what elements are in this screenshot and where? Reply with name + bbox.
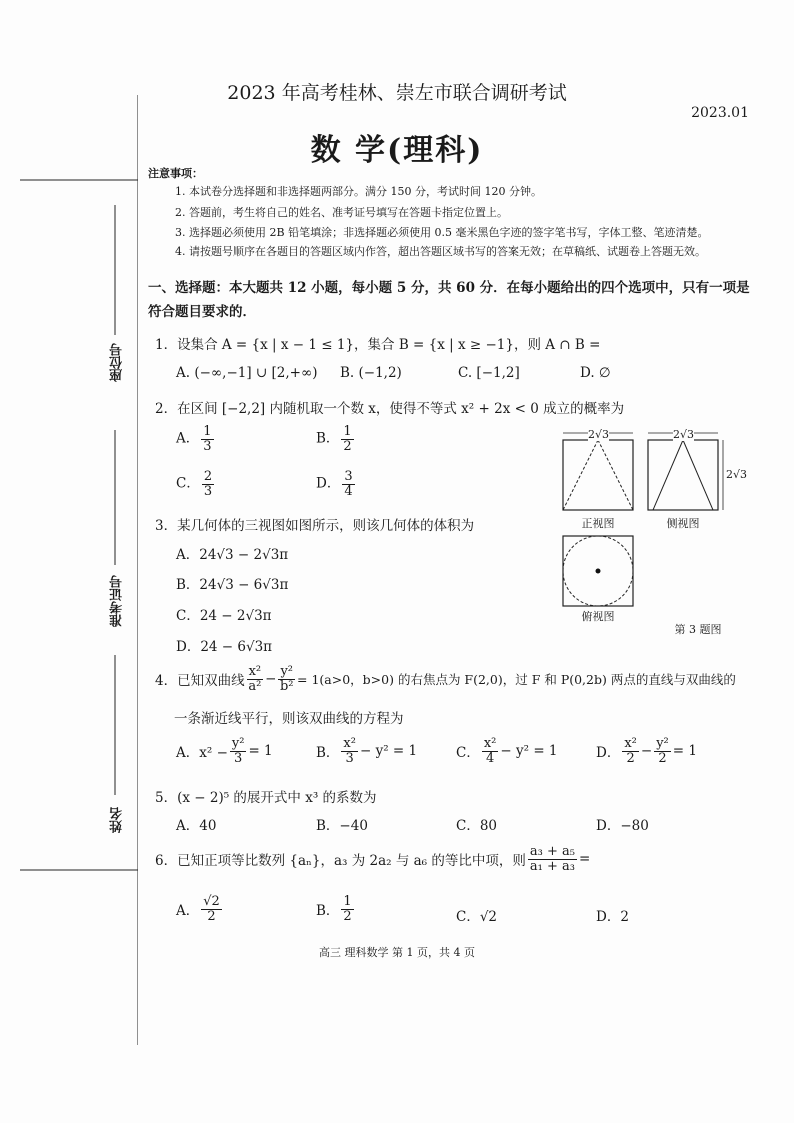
name-label: 姓名: [110, 807, 125, 833]
exam-date: 2023.01: [691, 105, 749, 121]
notice-item-1: 1. 本试卷分选择题和非选择题两部分。满分 150 分，考试时间 120 分钟。: [175, 185, 542, 198]
q2-option-d: D． $\frac{3}{4}$: [316, 469, 353, 499]
q4-option-d: D． $\frac{\text{x²}}{2}$ − $\frac{\text{y²}}{2}$ = 1: [596, 736, 697, 766]
page-footer: 高三 理科数学 第 1 页，共 4 页: [319, 946, 475, 959]
figure-caption: 第 3 题图: [674, 623, 722, 636]
question-4-stem-cont: 一条渐近线平行，则该双曲线的方程为: [174, 711, 404, 727]
q6-option-a: A． $\frac{√2}{2}$: [176, 894, 220, 924]
q2-option-c: C． $\frac{2}{3}$: [176, 469, 213, 499]
question-6-stem: 6．已知正项等比数列 {aₙ}，a₃ 为 2a₂ 与 a₆ 的等比中项，则 $\frac{\text{a₃ + a₅}}{\text{a₁ + a₃}}$ =: [155, 844, 591, 874]
notice-item-4: 4. 请按题号顺序在各题目的答题区域内作答，超出答题区域书写的答案无效；在草稿纸、试题卷上答题无效。: [175, 245, 706, 258]
q2-option-b: B． $\frac{1}{2}$: [316, 424, 352, 454]
top-view-label: 俯视图: [581, 610, 615, 623]
notice-heading: 注意事项：: [148, 167, 203, 180]
three-view-figure: [560, 428, 755, 638]
q4-option-a: A．x² − $\frac{\text{y²}}{3}$ = 1: [176, 736, 273, 766]
question-2-stem: 2．在区间 [−2,2] 内随机取一个数 x，使得不等式 x² + 2x < 0 成立的概率为: [155, 401, 625, 417]
q1-option-a: A. (−∞,−1] ∪ [2,+∞): [176, 365, 318, 381]
side-width-label: 2√3: [673, 428, 695, 441]
q6-option-b: B． $\frac{1}{2}$: [316, 894, 352, 924]
notice-item-3: 3. 选择题必须使用 2B 铅笔填涂；非选择题必须使用 0.5 毫米黑色字迹的签字笔书写，字体工整、笔迹清楚。: [175, 226, 709, 239]
q3-option-d: D．24 − 6√3π: [176, 639, 273, 655]
q3-option-a: A．24√3 − 2√3π: [176, 547, 289, 563]
q5-option-b: B．−40: [316, 818, 368, 834]
front-width-label: 2√3: [588, 428, 610, 441]
section-heading: 一、选择题：本大题共 12 小题，每小题 5 分，共 60 分．在每小题给出的四个选项中，只有一项是符合题目要求的．: [148, 280, 750, 320]
exam-title: 2023 年高考桂林、崇左市联合调研考试: [227, 82, 567, 104]
q3-option-b: B．24√3 − 6√3π: [176, 577, 289, 593]
side-view-label: 侧视图: [666, 517, 700, 530]
q2-option-a: A． $\frac{1}{3}$: [176, 424, 212, 454]
seat-number-label: 座位号: [110, 343, 125, 382]
q5-option-c: C．80: [456, 818, 498, 834]
q3-option-c: C．24 − 2√3π: [176, 608, 272, 624]
q6-option-d: D．2: [596, 909, 629, 925]
three-view-drawing: [560, 428, 755, 638]
question-4-stem: 4．已知双曲线 $\frac{\text{x²}}{\text{a²}}$ − $\frac{\text{y²}}{\text{b²}}$ = 1(a>0，b>0) 的右焦点为 F(2,0)，过 F 和 P(0,2b) 两点的直线与双曲线的: [155, 664, 736, 694]
binding-strip: [20, 95, 138, 1045]
q4-option-b: B． $\frac{\text{x²}}{3}$ − y² = 1: [316, 736, 418, 766]
subject-title: 数 学(理科): [310, 133, 484, 168]
q1-option-d: D. ∅: [580, 365, 611, 381]
question-3-stem: 3．某几何体的三视图如图所示，则该几何体的体积为: [155, 518, 475, 534]
q5-option-a: A．40: [176, 818, 217, 834]
exam-number-label: 准考证号: [110, 575, 125, 627]
q1-option-c: C. [−1,2]: [458, 365, 520, 381]
q4-option-c: C． $\frac{\text{x²}}{4}$ − y² = 1: [456, 736, 558, 766]
notice-item-2: 2. 答题前，考生将自己的姓名、准考证号填写在答题卡指定位置上。: [175, 206, 508, 219]
binding-lines: [20, 95, 138, 1045]
question-1-stem: 1．设集合 A = {x | x − 1 ≤ 1}，集合 B = {x | x ≥ −1}，则 A ∩ B =: [155, 337, 601, 353]
front-view-label: 正视图: [581, 517, 615, 530]
question-5-stem: 5．(x − 2)⁵ 的展开式中 x³ 的系数为: [155, 790, 377, 806]
q5-option-d: D．−80: [596, 818, 649, 834]
side-height-label: 2√3: [726, 468, 748, 481]
q1-option-b: B. (−1,2): [340, 365, 402, 381]
q6-option-c: C．√2: [456, 909, 498, 925]
